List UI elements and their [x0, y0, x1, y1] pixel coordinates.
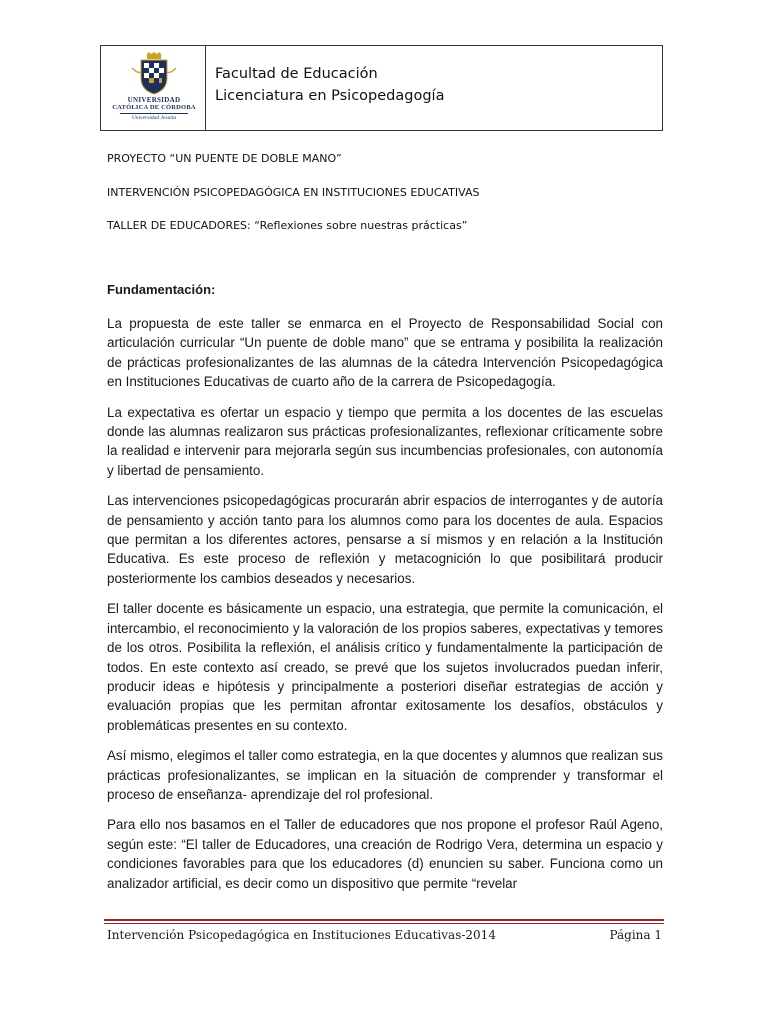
shield-icon: [108, 52, 200, 96]
university-logo: [108, 52, 200, 128]
footer-rule-thin: [104, 923, 664, 924]
faculty-title: Facultad de Educación: [215, 66, 378, 82]
intervention-line: INTERVENCIÓN PSICOPEDAGÓGICA EN INSTITUCIONES EDUCATIVAS: [107, 186, 480, 199]
footer-rule: [104, 919, 664, 921]
degree-title: Licenciatura en Psicopedagogía: [215, 88, 445, 104]
paragraph: El taller docente es básicamente un espacio, una estrategia, que permite la comunicación, el intercambio, el reconocimiento y la valoración de los propios saberes, expectativas y temores de los otros. Posibilita la reflexión, el análisis crítico y fundamentalmente la participación de todos. En este contexto así creado, se prevé que los sujetos involucrados puedan inferir, producir ideas e hipótesis y principalmente a posteriori diseñar estrategias de acción y evaluación propias que les permitan afrontar exitosamente los desafíos, obstáculos y problemáticas presentes en su contexto.: [107, 601, 663, 733]
body-text: [107, 314, 663, 904]
logo-line-1: UNIVERSIDAD: [127, 96, 181, 104]
paragraph: Así mismo, elegimos el taller como estrategia, en la que docentes y alumnos que realizan sus prácticas profesionalizantes, se implican en la situación de comprender y transformar el proceso de enseñanza- aprendizaje del rol profesional.: [107, 748, 663, 802]
paragraph: Para ello nos basamos en el Taller de educadores que nos propone el profesor Raúl Ageno, según este: “El taller de Educadores, una creación de Rodrigo Vera, determina un espacio y condiciones favorables para que los educadores (d) enuncien su saber. Funciona como un analizador artificial, es decir como un dispositivo que permite “revelar: [107, 817, 663, 891]
page-number: Página 1: [609, 928, 662, 942]
paragraph: La expectativa es ofertar un espacio y tiempo que permita a los docentes de las escuelas donde las alumnas realizaron sus prácticas profesionalizantes, reflexionar críticamente sobre la realidad e intervenir para mejorarla según sus incumbencias profesionales, con autonomía y libertad de pensamiento.: [107, 404, 663, 478]
workshop-line: TALLER DE EDUCADORES: “Reflexiones sobre nuestras prácticas”: [107, 219, 468, 232]
section-title: Fundamentación:: [107, 282, 216, 297]
project-line: PROYECTO “UN PUENTE DE DOBLE MANO”: [107, 152, 342, 165]
logo-line-2: CATÓLICA DE CÓRDOBA: [112, 104, 196, 111]
paragraph: Las intervenciones psicopedagógicas procurarán abrir espacios de interrogantes y de autoría de pensamiento y acción tanto para los alumnos como para los docentes de aula. Espacios que permitan a los diferentes actores, pensarse a sí mismos y en relación a la Institución Educativa. Es este proceso de reflexión y metacognición lo que posibilitará producir posteriormente los cambios deseados y necesarios.: [107, 493, 663, 586]
logo-rule: [120, 113, 188, 114]
paragraph: La propuesta de este taller se enmarca en el Proyecto de Responsabilidad Social con articulación curricular “Un puente de doble mano” que se entrama y posibilita la realización de prácticas profesionalizantes de las alumnas de la cátedra Intervención Psicopedagógica en Instituciones Educativas de cuarto año de la carrera de Psicopedagogía.: [107, 316, 663, 390]
footer-course: Intervención Psicopedagógica en Instituciones Educativas-2014: [107, 928, 496, 942]
header-divider: [205, 46, 206, 130]
logo-line-3: Universidad Jesuita: [131, 115, 177, 121]
